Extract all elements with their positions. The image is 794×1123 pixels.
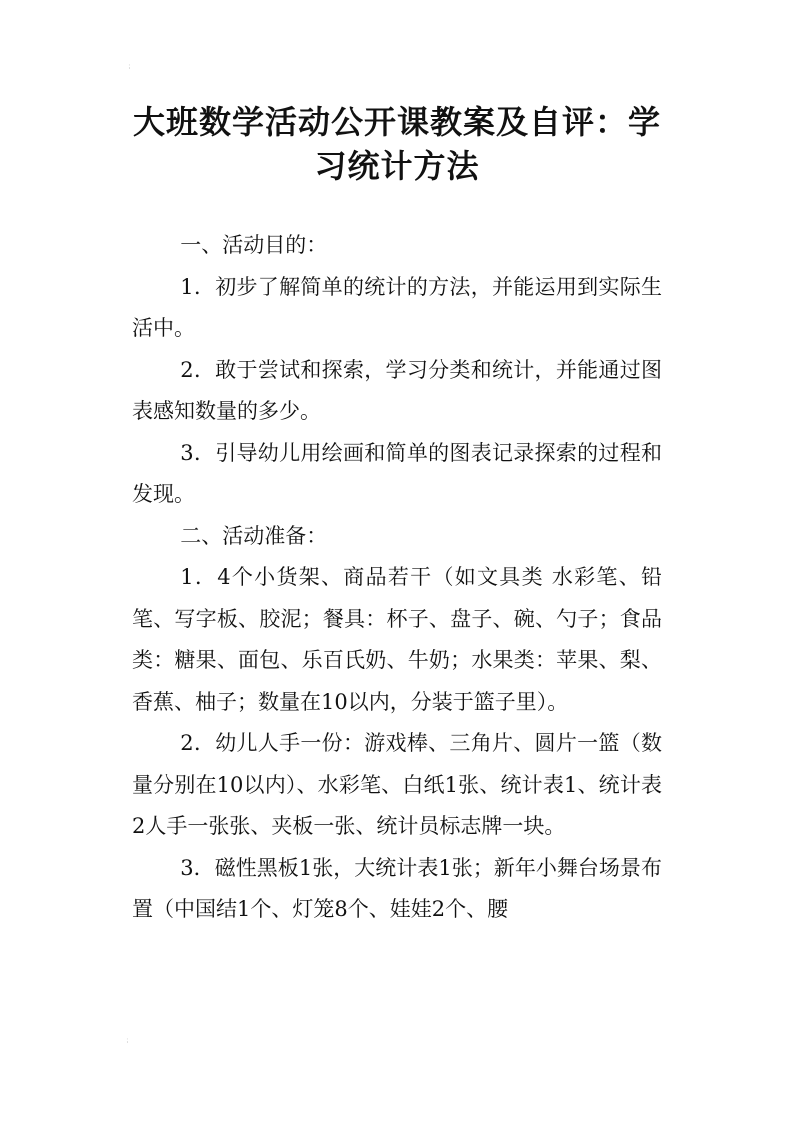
preparation-item: 1．4个小货架、商品若干（如文具类 水彩笔、铅笔、写字板、胶泥；餐具：杯子、盘子、碗、勺子；食品类：糖果、面包、乐百氏奶、牛奶；水果类：苹果、梨、香蕉、柚子；数量在10以内，分装于篮子里）。 (132, 565, 662, 714)
section-heading-objectives: 一、活动目的： (180, 233, 328, 257)
document-body (132, 225, 662, 931)
objective-item: 3．引导幼儿用绘画和简单的图表记录探索的过程和发现。 (132, 440, 662, 506)
preparation-item: 2．幼儿人手一份：游戏棒、三角片、圆片一篮（数量分别在10以内）、水彩笔、白纸1张、统计表1、统计表2人手一张张、夹板一张、统计员标志牌一块。 (132, 731, 662, 838)
page-corner-mark: ⁏ (126, 1036, 129, 1044)
document-title: 大班数学活动公开课教案及自评：学习统计方法 (132, 103, 661, 185)
objective-item: 1．初步了解简单的统计的方法，并能运用到实际生活中。 (132, 274, 662, 340)
section-heading-preparation: 二、活动准备： (180, 523, 328, 548)
page-corner-mark: ⁏ (128, 62, 131, 70)
preparation-item: 3．磁性黑板1张，大统计表1张；新年小舞台场景布置（中国结1个、灯笼8个、娃娃2个、腰 (132, 855, 662, 921)
objective-item: 2．敢于尝试和探索，学习分类和统计，并能通过图表感知数量的多少。 (132, 357, 662, 423)
